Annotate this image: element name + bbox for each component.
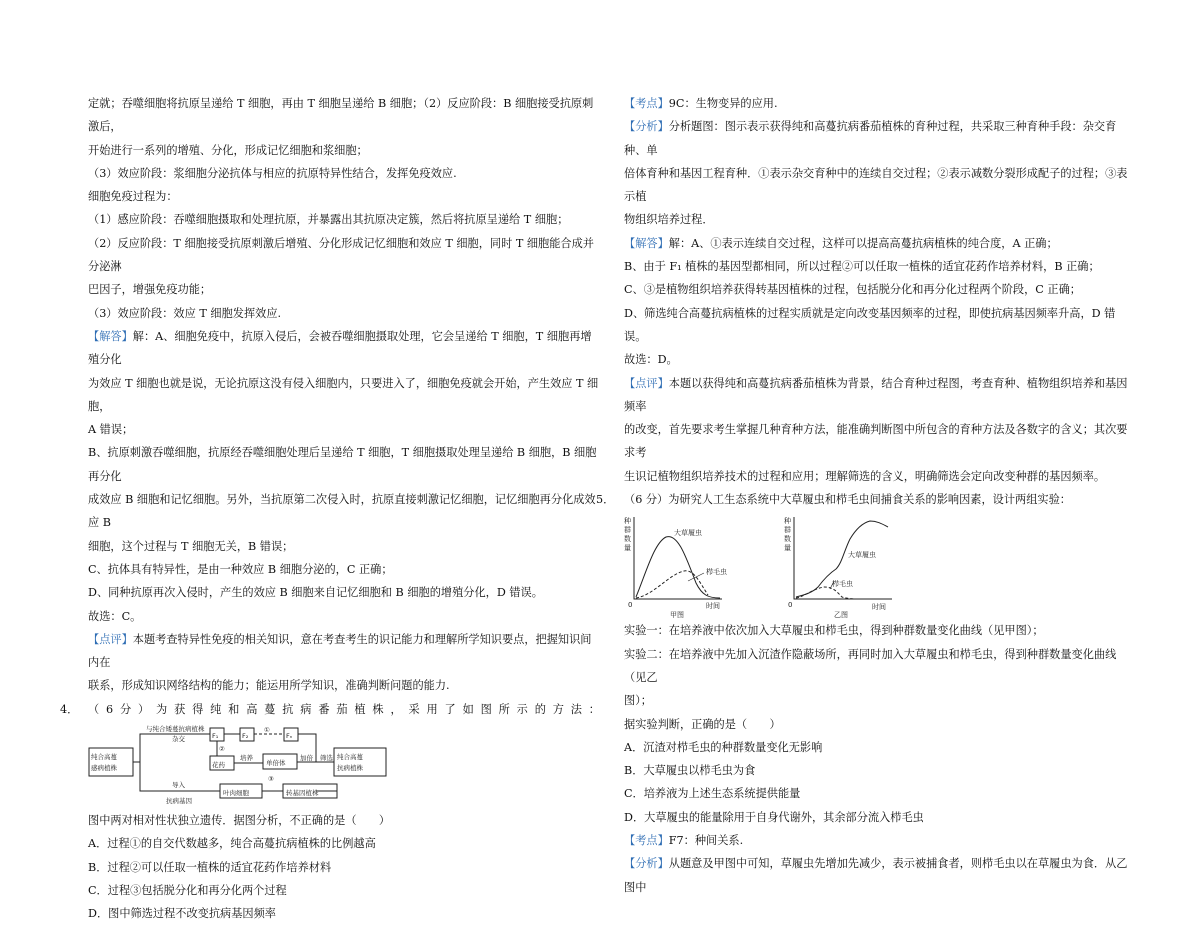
culture-label: 培养 [240,754,253,763]
text-line: （1）感应阶段：吞噬细胞摄取和处理抗原，并暴露出其抗原决定簇，然后将抗原呈递给 T 细胞； [88,213,569,227]
head-char: 抗 [282,702,294,716]
text-line: B、抗原刺激吞噬细胞，抗原经吞噬细胞处理后呈递给 T 细胞，T 细胞摄取处理呈递给 B 细胞，B 细胞再分化 [88,446,597,483]
option-c: C．过程③包括脱分化和再分化两个过程 [88,883,287,897]
svg-text:甲图: 甲图 [670,611,684,620]
head-char: ， [390,702,402,716]
question-5-header [596,488,1134,511]
cross-label: 与纯合矮蔓抗病植株 [146,725,205,734]
head-char: 示 [516,702,528,716]
comment-line: 【点评】本题考查特异性免疫的相关知识，意在考查考生的识记能力和理解所学知识要点，把握知识间内在 [88,632,592,670]
option-a: A．过程①的自交代数越多，纯合高蔓抗病植株的比例越高 [88,837,376,851]
head-char: （ [88,702,100,716]
svg-text:种: 种 [784,517,791,526]
graph-b [784,516,892,619]
text-line: 物组织培养过程． [624,213,714,227]
answer-tag: 【解答】 [88,329,133,343]
text-line: 开始进行一系列的增殖、分化，形成记忆细胞和浆细胞； [88,143,368,157]
head-char: 采 [408,702,420,716]
series-label: 栉毛虫 [832,580,853,589]
option-a: A．沉渣对栉毛虫的种群数量变化无影响 [624,740,823,754]
select-label: 筛选 [320,754,333,763]
text-line: A 错误； [88,423,134,437]
head-char: 纯 [210,702,222,716]
kaodian-tag: 【考点】 [624,834,669,848]
f2-label: F₂ [242,732,249,741]
text-line: 定就；吞噬细胞将抗原呈递给 T 细胞，再由 T 细胞呈递给 B 细胞；（2）反应阶段：B 细胞接受抗原刺激后， [88,97,594,134]
circle-1: ① [264,726,270,735]
text-line: 巴因子，增强免疫功能； [88,283,212,297]
start-label-2: 感病植株 [91,764,117,773]
circle-2: ② [219,745,225,754]
text-line: 细胞免疫过程为： [88,190,178,204]
question-number: 4． [60,702,79,716]
question-stem: 图中两对相对性状独立遗传．据图分析，不正确的是（ ） [88,814,391,828]
head-char: 了 [444,702,456,716]
text-line: 成效应 B 细胞和记忆细胞。另外，当抗原第二次侵入时，抗原直接刺激记忆细胞，记忆细胞再分化成效应 B [88,493,596,530]
text-line: 细胞，这个过程与 T 细胞无关，B 错误； [88,539,294,553]
text-line: 图）； [624,694,652,708]
head-char: 图 [480,702,492,716]
series-label: 大草履虫 [848,551,876,560]
text-line: B、由于 F₁ 植株的基因型都相同，所以过程②可以任取一植株的适宜花药作培养材料，B 正确； [624,260,1100,274]
left-column [60,92,600,926]
head-char: 方 [552,702,564,716]
population-graphs [624,513,924,619]
import-label: 导入 [172,781,185,790]
head-char: 株 [372,702,384,716]
svg-text:群: 群 [624,526,631,535]
svg-text:群: 群 [784,526,791,535]
head-char: 用 [426,702,438,716]
head-char: 6 [106,702,114,716]
question-5-head-text: （6 分）为研究人工生态系统中大草履虫和栉毛虫间捕食关系的影响因素，设计两组实验： [624,493,1071,507]
text-line: D、筛选纯合高蔓抗病植株的过程实质就是定向改变基因频率的过程，即使抗病基因频率升高，D 错误。 [624,306,1116,343]
graph-a [624,516,727,619]
head-char: ： [588,702,600,716]
start-label-1: 纯合高蔓 [91,753,117,762]
svg-text:数: 数 [784,535,791,544]
kaodian-text: 9C：生物变异的应用. [668,97,778,110]
svg-text:时间: 时间 [872,603,886,612]
head-char: 分 [119,702,132,716]
breeding-flowchart [88,723,408,809]
text-line: 故选：D。 [624,353,678,367]
answer-line: 【解答】解：A、细胞免疫中，抗原入侵后，会被吞噬细胞摄取处理，它会呈递给 T 细胞，T 细胞再增殖分化 [88,329,592,367]
end-label-2: 抗病植株 [337,764,363,773]
f1-label: F₁ [212,732,219,741]
head-char: 获 [174,702,186,716]
head-char: 植 [354,702,366,716]
head-char: 病 [300,702,312,716]
text-line: 实验一：在培养液中依次加入大草履虫和栉毛虫，得到种群数量变化曲线（见甲图）； [624,624,1044,638]
svg-text:乙图: 乙图 [834,611,848,620]
analysis-tag: 【分析】 [624,857,669,871]
head-char: 茄 [336,702,348,716]
head-char: 高 [246,702,258,716]
text-line: 故选：C。 [88,609,142,623]
haploid-label: 单倍体 [266,759,286,768]
svg-text:0: 0 [628,601,633,610]
head-char: 如 [462,702,474,716]
option-b: B．大草履虫以栉毛虫为食 [624,764,756,778]
text-line: （3）效应阶段：浆细胞分泌抗体与相应的抗原特异性结合，发挥免疫效应. [88,166,457,180]
answer-tag: 【解答】 [624,236,669,250]
fn-label: Fₙ [286,732,293,741]
double-label: 加倍 [300,754,313,763]
svg-text:量: 量 [624,544,631,553]
end-label-1: 纯合高蔓 [337,753,363,762]
analysis-tag: 【分析】 [624,120,669,134]
text-line: D、同种抗原再次入侵时，产生的效应 B 细胞来自记忆细胞和 B 细胞的增殖分化，D 错误。 [88,586,543,600]
option-d: D．大草履虫的能量除用于自身代谢外，其余部分流入栉毛虫 [624,810,924,824]
head-char: 法 [570,702,582,716]
head-char: 所 [498,702,510,716]
mesophyll-label: 叶肉细胞 [223,789,249,798]
series-label: 栉毛虫 [706,568,727,577]
option-c: C．培养液为上述生态系统提供能量 [624,787,801,801]
head-char: 为 [156,702,168,716]
head-char: 的 [534,702,546,716]
anther-label: 花药 [212,761,225,770]
option-d: D．图中筛选过程不改变抗病基因频率 [88,907,276,921]
comment-tag: 【点评】 [624,376,669,390]
cross-label-2: 杂交 [172,735,185,744]
kaodian-tag: 【考点】 [624,97,669,110]
question-4-head-text [88,698,600,721]
text-line: 生识记植物组织培养技术的过程和应用；理解筛选的含义，明确筛选会定向改变种群的基因频率。 [624,469,1106,483]
transgenic-label: 转基因植株 [286,789,319,798]
svg-text:量: 量 [784,544,791,553]
svg-text:数: 数 [624,535,631,544]
text-line: 倍体育种和基因工程育种．①表示杂交育种中的连续自交过程；②表示减数分裂形成配子的过程；③表示植 [624,166,1128,204]
svg-text:种: 种 [624,517,631,526]
text-line: 的改变，首先要求考生掌握几种育种方法，能准确判断图中所包含的育种方法及各数字的含义；其次要求考 [624,423,1128,460]
circle-3: ③ [268,775,274,784]
head-char: 和 [228,702,240,716]
text-line: （2）反应阶段：T 细胞接受抗原刺激后增殖、分化形成记忆细胞和效应 T 细胞，同时 T 细胞能合成并分泌淋 [88,236,594,274]
head-char: ） [138,702,150,716]
gene-label: 抗病基因 [166,797,192,806]
text-line: 为效应 T 细胞也就是说，无论抗原这没有侵入细胞内，只要进入了，细胞免疫就会开始，产生效应 T 细胞， [88,376,599,413]
question-number: 5． [596,493,615,507]
head-char: 番 [318,702,330,716]
right-column: 【考点】9C：生物变异的应用. 【分析】分析题图：图示表示获得纯和高蔓抗病番茄植株的育种过程，共采取三种育种手段：杂交育种、单 倍体育种和基因工程育种．①表示杂交育种中的连续自交过程；②表示减数分裂形成配子的过程；③表示植 物组织培养过程． 【解答】解：A、①表示连续自交过程，这样可以提高高蔓抗病植株的纯合度，A 正确； B、由于 F₁ 植株的基因型都相同，所以过程②可以任取一植株的适宜花药作培养材料，B 正确； C、③是植物组织培养获得转基因植株的过程，包括脱分化和再分化过程两个阶段，C 正确； D、筛选纯合高蔓抗病植株的过程实质就是定向改变基因频率的过程，即使抗病基因频率升高，D 错误。 故选：D。 【点评】本题以获得纯和高蔓抗病番茄植株为背景，结合育种过程图，考查育种、植物组织培养和基因频率 的改变，首先要求考生掌握几种育种方法，能准确判断图中所包含的育种方法及各数字的含义；其次要求考 生识记植物组织培养技术的过程和应用；理解筛选的含义，明确筛选会定向改变种群的基因频率。 5． （6 分）为研究人工生态系统中大草履虫和栉毛虫间捕食关系的影响因素，设计两组实验： 种 群 数 量 0 时间 甲图 大草履虫 栉毛虫 种 群 数 量 0 时间 乙图 大草履虫 栉毛虫 实验一：在培养液中依次加入大草履虫和栉毛虫，得到种群数量变化曲线（见甲图）； 实验二：在培养液中先加入沉渣作隐蔽场所，再同时加入大草履虫和栉毛虫，得到种群数量变化曲线（见乙 图）； 据实验判断，正确的是（ ） A．沉渣对栉毛虫的种群数量变化无影响 B．大草履虫以栉毛虫为食 C．培养液为上述生态系统提供能量 D．大草履虫的能量除用于自身代谢外，其余部分流入栉毛虫 【考点】F7：种间关系. 【分析】从题意及甲图中可知，草履虫先增加先减少，表示被捕食者，则栉毛虫以在草履虫为食．从乙图中 [624,92,1134,899]
option-b: B．过程②可以任取一植株的适宜花药作培养材料 [88,860,332,874]
question-stem: 据实验判断，正确的是（ ） [624,717,781,731]
comment-tag: 【点评】 [88,632,133,646]
head-char: 得 [192,702,204,716]
head-char: 蔓 [264,702,276,716]
text-line: C、③是植物组织培养获得转基因植株的过程，包括脱分化和再分化过程两个阶段，C 正确； [624,283,1081,297]
text-line: （3）效应阶段：效应 T 细胞发挥效应. [88,306,282,320]
text-line: 实验二：在培养液中先加入沉渣作隐蔽场所，再同时加入大草履虫和栉毛虫，得到种群数量变化曲线（见乙 [624,647,1117,684]
series-label: 大草履虫 [674,529,702,538]
text-line: 联系，形成知识网络结构的能力；能运用所学知识，准确判断问题的能力. [88,679,450,693]
svg-text:0: 0 [788,601,793,610]
text-line: C、抗体具有特异性，是由一种效应 B 细胞分泌的，C 正确； [88,562,393,576]
svg-text:时间: 时间 [706,602,720,611]
question-4-header [60,698,600,721]
